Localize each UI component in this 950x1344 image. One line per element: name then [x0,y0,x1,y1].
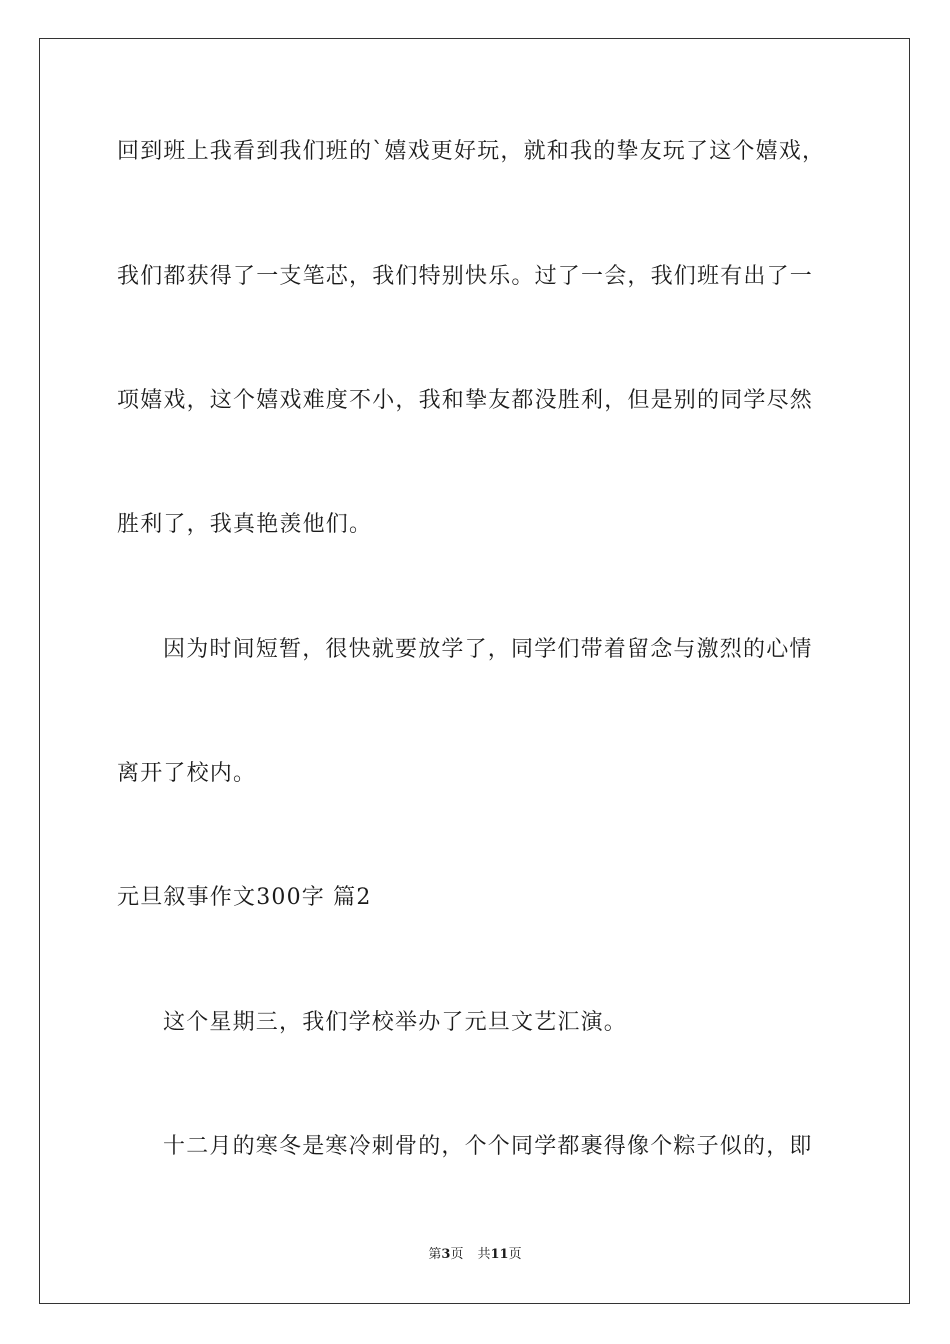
total-label-suffix: 页 [508,1247,522,1262]
page-label-suffix: 页 [450,1247,464,1262]
paragraph-line: 十二月的寒冬是寒冷刺骨的，个个同学都裹得像个粽子似的，即 [163,1134,813,1159]
total-pages: 11 [490,1247,509,1262]
paragraph-line: 因为时间短暂，很快就要放学了，同学们带着留念与激烈的心情 [163,637,813,662]
page-footer [0,1246,950,1264]
page-number: 3 [441,1247,451,1262]
section-heading: 元旦叙事作文300字 篇2 [117,885,372,910]
paragraph-line: 我们都获得了一支笔芯，我们特别快乐。过了一会，我们班有出了一 [117,264,814,289]
paragraph-line: 回到班上我看到我们班的`嬉戏更好玩，就和我的挚友玩了这个嬉戏， [117,139,826,164]
paragraph-line: 离开了校内。 [117,761,257,786]
paragraph-line: 这个星期三，我们学校举办了元旦文艺汇演。 [163,1010,628,1035]
page-label-prefix: 第 [428,1247,442,1262]
total-label-prefix: 共 [477,1247,491,1262]
paragraph-line: 项嬉戏，这个嬉戏难度不小，我和挚友都没胜利，但是别的同学尽然 [117,388,814,413]
page-border [39,38,910,1304]
paragraph-line: 胜利了，我真艳羡他们。 [117,512,373,537]
